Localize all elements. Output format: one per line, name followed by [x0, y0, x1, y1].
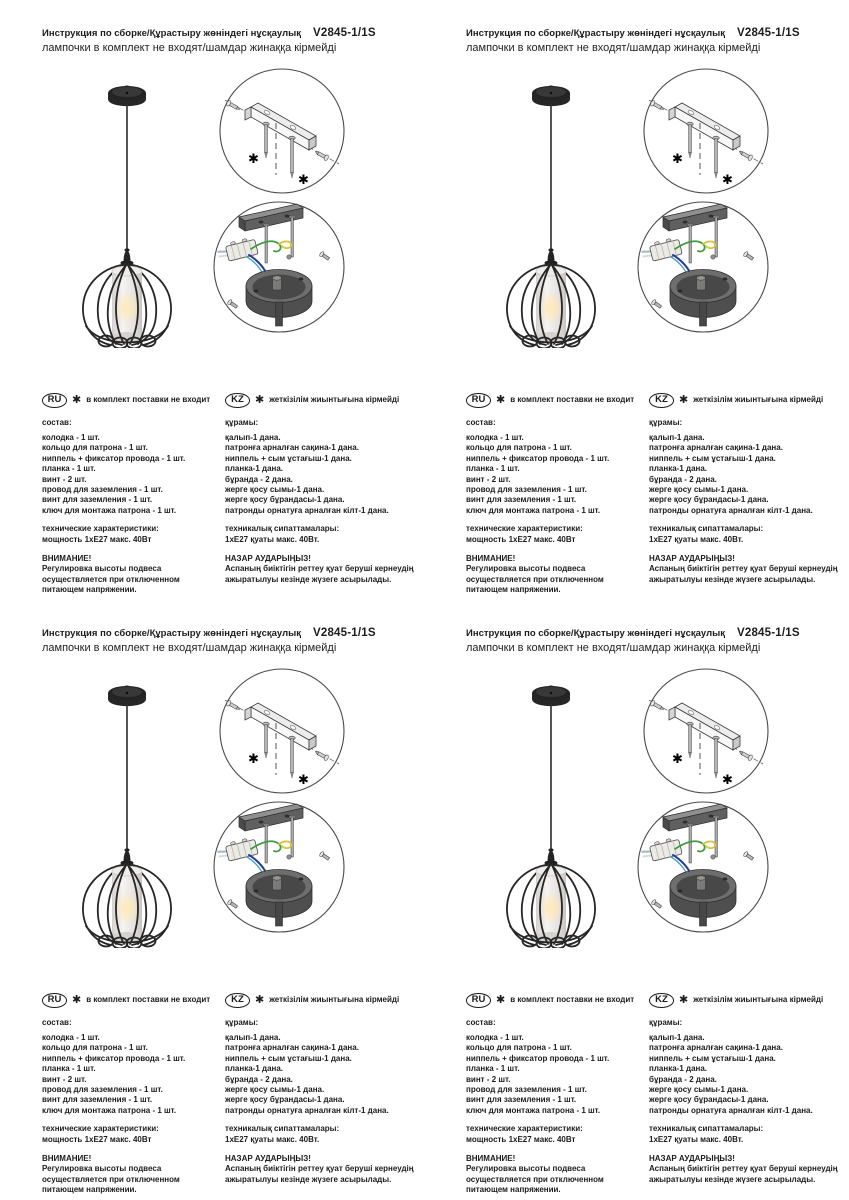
kz-composition-label: құрамы: — [649, 1017, 683, 1027]
model-number: V2845-1/1S — [737, 27, 800, 39]
kz-note: жеткізілім жиынтығына кірмейді — [693, 395, 824, 405]
kz-note-row — [649, 993, 845, 1008]
kz-warning-text: Аспаның биіктігін реттеу қуат беруші кернеудің ажыратылуы кезінде жүзеге асырылады. — [225, 1164, 414, 1184]
ru-note-row — [42, 993, 222, 1008]
kz-badge: KZ — [225, 993, 250, 1008]
ru-warning-text: Регулировка высоты подвеса осуществляется при отключенном питающем напряжении. — [466, 1164, 604, 1195]
part-item: ниппель + сым ұстағыш-1 дана. — [649, 1053, 776, 1063]
part-item: бұранда - 2 дана. — [225, 474, 293, 484]
part-item: патронға арналған сақина-1 дана. — [649, 1043, 783, 1053]
asterisk-icon: ✱ — [496, 394, 506, 407]
ru-section — [466, 993, 646, 1196]
kz-specs-label: техникалық сипаттамалары: — [649, 1124, 764, 1134]
ru-specs-label: технические характеристики: — [466, 1124, 583, 1134]
part-item: ключ для монтажа патрона - 1 шт. — [42, 1105, 177, 1115]
part-item: бұранда - 2 дана. — [649, 1074, 717, 1084]
part-item: патронға арналған сақина-1 дана. — [649, 443, 783, 453]
ru-specs — [466, 1124, 646, 1145]
kz-specs-label: техникалық сипаттамалары: — [225, 1124, 340, 1134]
header-line1 — [466, 27, 841, 39]
part-item: жерге қосу бұрандасы-1 дана. — [225, 1095, 345, 1105]
model-number: V2845-1/1S — [313, 627, 376, 639]
part-item: планка - 1 шт. — [42, 464, 96, 474]
part-item: қалып-1 дана. — [649, 432, 705, 442]
kz-parts-list — [225, 433, 421, 516]
instruction-panel — [424, 0, 849, 600]
ru-warning-title: ВНИМАНИЕ! — [466, 553, 516, 563]
pendant-lamp-drawing — [62, 680, 192, 948]
part-item: винт - 2 шт. — [42, 1074, 87, 1084]
part-item: провод для заземления - 1 шт. — [466, 484, 587, 494]
kz-warning-title: НАЗАР АУДАРЫҢЫЗ! — [225, 553, 311, 563]
part-item: қалып-1 дана. — [225, 1032, 281, 1042]
ru-specs — [466, 524, 646, 545]
canopy-wiring-diagram — [633, 799, 773, 936]
part-item: колодка - 1 шт. — [42, 432, 100, 442]
kz-warning-title: НАЗАР АУДАРЫҢЫЗ! — [649, 1153, 735, 1163]
ru-specs-value: мощность 1хЕ27 макс. 40Вт — [42, 534, 152, 544]
ru-warning-text: Регулировка высоты подвеса осуществляется при отключенном питающем напряжении. — [466, 564, 604, 595]
ru-specs-label: технические характеристики: — [42, 1124, 159, 1134]
bulb-glow — [539, 291, 563, 325]
header-line1 — [42, 627, 417, 639]
kz-badge: KZ — [225, 393, 250, 408]
asterisk-icon: ✱ — [496, 994, 506, 1007]
kz-specs-label: техникалық сипаттамалары: — [649, 524, 764, 534]
part-item: ключ для монтажа патрона - 1 шт. — [466, 505, 601, 515]
kz-warning — [225, 1154, 421, 1185]
ceiling-canopy — [108, 686, 146, 707]
ru-section — [42, 993, 222, 1196]
kz-section — [649, 393, 845, 585]
kz-composition-label: құрамы: — [225, 417, 259, 427]
ceiling-canopy — [532, 686, 570, 707]
kz-warning-text: Аспаның биіктігін реттеу қуат беруші кернеудің ажыратылуы кезінде жүзеге асырылады. — [649, 564, 838, 584]
kz-warning-title: НАЗАР АУДАРЫҢЫЗ! — [649, 553, 735, 563]
instruction-panel — [424, 600, 849, 1200]
ru-specs-value: мощность 1хЕ27 макс. 40Вт — [466, 534, 576, 544]
bracket-mounting-diagram — [217, 67, 347, 195]
kz-warning — [649, 1154, 845, 1185]
part-item: патронды орнатуға арналған кілт-1 дана. — [649, 505, 813, 515]
bracket-mounting-diagram — [641, 67, 771, 195]
part-item: патронды орнатуға арналған кілт-1 дана. — [225, 1105, 389, 1115]
kz-specs-label: техникалық сипаттамалары: — [225, 524, 340, 534]
header-line1 — [466, 627, 841, 639]
part-item: винт для заземления - 1 шт. — [42, 495, 153, 505]
part-item: ниппель + фиксатор провода - 1 шт. — [466, 453, 610, 463]
part-item: планка-1 дана. — [225, 1064, 284, 1074]
ru-composition-label: состав: — [42, 417, 72, 427]
part-item: жерге қосу сымы-1 дана. — [649, 484, 749, 494]
kz-note: жеткізілім жиынтығына кірмейді — [269, 395, 400, 405]
part-item: кольцо для патрона - 1 шт. — [466, 1043, 572, 1053]
pendant-lamp-drawing — [486, 80, 616, 348]
not-included-asterisk: ✱ — [672, 151, 683, 166]
kz-section — [225, 993, 421, 1185]
not-included-asterisk: ✱ — [722, 172, 733, 187]
ru-composition-label: состав: — [466, 1017, 496, 1027]
asterisk-icon: ✱ — [679, 394, 689, 407]
kz-warning — [225, 554, 421, 585]
ru-parts-list — [466, 1033, 646, 1116]
kz-note-row — [649, 393, 845, 408]
not-included-asterisk: ✱ — [248, 151, 259, 166]
part-item: планка - 1 шт. — [466, 1064, 520, 1074]
model-number: V2845-1/1S — [313, 27, 376, 39]
instruction-panel — [0, 600, 424, 1200]
part-item: ключ для монтажа патрона - 1 шт. — [42, 505, 177, 515]
ru-note-row — [466, 993, 646, 1008]
part-item: ключ для монтажа патрона - 1 шт. — [466, 1105, 601, 1115]
part-item: планка-1 дана. — [649, 1064, 708, 1074]
model-number: V2845-1/1S — [737, 627, 800, 639]
bulb-glow — [115, 891, 139, 925]
ru-composition-label: состав: — [42, 1017, 72, 1027]
canopy-wiring-diagram — [209, 799, 349, 936]
ru-badge: RU — [466, 993, 491, 1008]
part-item: қалып-1 дана. — [225, 432, 281, 442]
part-item: колодка - 1 шт. — [42, 1032, 100, 1042]
header-line1 — [42, 27, 417, 39]
ru-note: в комплект поставки не входит — [86, 395, 211, 405]
ru-warning-title: ВНИМАНИЕ! — [42, 553, 92, 563]
part-item: жерге қосу бұрандасы-1 дана. — [225, 495, 345, 505]
part-item: винт для заземления - 1 шт. — [466, 1095, 577, 1105]
instruction-panel — [0, 0, 424, 600]
ru-section — [466, 393, 646, 596]
kz-parts-list — [649, 1033, 845, 1116]
loose-nut — [287, 855, 291, 859]
part-item: жерге қосу бұрандасы-1 дана. — [649, 495, 769, 505]
cage-finial — [121, 848, 134, 865]
ru-note: в комплект поставки не входит — [510, 995, 635, 1005]
kz-specs — [225, 1124, 421, 1145]
cage-finial — [121, 248, 134, 265]
header-subtitle: лампочки в комплект не входят/шамдар жинаққа кірмейді — [42, 642, 337, 654]
ceiling-canopy — [532, 86, 570, 107]
cage-finial — [545, 248, 558, 265]
kz-specs — [649, 1124, 845, 1145]
kz-note-row — [225, 993, 421, 1008]
ru-badge: RU — [466, 393, 491, 408]
panel-header — [42, 27, 417, 54]
header-title: Инструкция по сборке/Құрастыру жөніндегі нұсқаулық — [42, 28, 301, 39]
part-item: ниппель + сым ұстағыш-1 дана. — [225, 1053, 352, 1063]
part-item: винт для заземления - 1 шт. — [466, 495, 577, 505]
canopy-stem — [276, 902, 283, 926]
ceiling-canopy — [108, 86, 146, 107]
part-item: провод для заземления - 1 шт. — [42, 1084, 163, 1094]
header-subtitle: лампочки в комплект не входят/шамдар жинаққа кірмейді — [466, 42, 761, 54]
asterisk-icon: ✱ — [72, 994, 82, 1007]
part-item: жерге қосу сымы-1 дана. — [649, 1084, 749, 1094]
part-item: провод для заземления - 1 шт. — [42, 484, 163, 494]
part-item: винт - 2 шт. — [466, 474, 511, 484]
ru-warning — [466, 554, 646, 596]
part-item: ниппель + сым ұстағыш-1 дана. — [225, 453, 352, 463]
part-item: ниппель + фиксатор провода - 1 шт. — [466, 1053, 610, 1063]
canopy-stem — [276, 302, 283, 326]
kz-specs-value: 1хЕ27 қуаты макс. 40Вт. — [649, 1134, 744, 1144]
kz-parts-list — [649, 433, 845, 516]
part-item: жерге қосу сымы-1 дана. — [225, 1084, 325, 1094]
part-item: винт для заземления - 1 шт. — [42, 1095, 153, 1105]
bulb-glow — [115, 291, 139, 325]
kz-specs — [225, 524, 421, 545]
kz-parts-list — [225, 1033, 421, 1116]
ru-warning-title: ВНИМАНИЕ! — [466, 1153, 516, 1163]
header-title: Инструкция по сборке/Құрастыру жөніндегі нұсқаулық — [42, 628, 301, 639]
ru-specs — [42, 524, 222, 545]
bracket-mounting-diagram — [217, 667, 347, 795]
ru-warning — [42, 1154, 222, 1196]
part-item: патронға арналған сақина-1 дана. — [225, 443, 359, 453]
ru-specs — [42, 1124, 222, 1145]
ru-section — [42, 393, 222, 596]
canopy-stem — [700, 902, 707, 926]
panel-header — [466, 627, 841, 654]
ru-note-row — [42, 393, 222, 408]
ru-specs-label: технические характеристики: — [42, 524, 159, 534]
part-item: кольцо для патрона - 1 шт. — [42, 1043, 148, 1053]
pendant-lamp-drawing — [62, 80, 192, 348]
part-item: қалып-1 дана. — [649, 1032, 705, 1042]
header-subtitle: лампочки в комплект не входят/шамдар жинаққа кірмейді — [466, 642, 761, 654]
ru-specs-label: технические характеристики: — [466, 524, 583, 534]
loose-nut — [711, 855, 715, 859]
kz-specs-value: 1хЕ27 қуаты макс. 40Вт. — [225, 534, 320, 544]
part-item: кольцо для патрона - 1 шт. — [466, 443, 572, 453]
part-item: ниппель + сым ұстағыш-1 дана. — [649, 453, 776, 463]
ru-warning-text: Регулировка высоты подвеса осуществляется при отключенном питающем напряжении. — [42, 1164, 180, 1195]
kz-warning-text: Аспаның биіктігін реттеу қуат беруші кернеудің ажыратылуы кезінде жүзеге асырылады. — [225, 564, 414, 584]
ru-specs-value: мощность 1хЕ27 макс. 40Вт — [42, 1134, 152, 1144]
part-item: патронға арналған сақина-1 дана. — [225, 1043, 359, 1053]
bracket-mounting-diagram — [641, 667, 771, 795]
kz-section — [649, 993, 845, 1185]
part-item: колодка - 1 шт. — [466, 432, 524, 442]
ru-note: в комплект поставки не входит — [86, 995, 211, 1005]
canopy-wiring-diagram — [633, 199, 773, 336]
ru-badge: RU — [42, 993, 67, 1008]
not-included-asterisk: ✱ — [298, 172, 309, 187]
part-item: патронды орнатуға арналған кілт-1 дана. — [225, 505, 389, 515]
part-item: планка-1 дана. — [649, 464, 708, 474]
kz-section — [225, 393, 421, 585]
part-item: жерге қосу сымы-1 дана. — [225, 484, 325, 494]
part-item: бұранда - 2 дана. — [649, 474, 717, 484]
not-included-asterisk: ✱ — [248, 751, 259, 766]
asterisk-icon: ✱ — [679, 994, 689, 1007]
ru-composition-label: состав: — [466, 417, 496, 427]
part-item: планка - 1 шт. — [466, 464, 520, 474]
kz-badge: KZ — [649, 993, 674, 1008]
loose-nut — [711, 255, 715, 259]
kz-badge: KZ — [649, 393, 674, 408]
pendant-lamp-drawing — [486, 680, 616, 948]
panel-header — [466, 27, 841, 54]
ru-parts-list — [466, 433, 646, 516]
kz-warning-text: Аспаның биіктігін реттеу қуат беруші кернеудің ажыратылуы кезінде жүзеге асырылады. — [649, 1164, 838, 1184]
ru-specs-value: мощность 1хЕ27 макс. 40Вт — [466, 1134, 576, 1144]
ru-warning-text: Регулировка высоты подвеса осуществляется при отключенном питающем напряжении. — [42, 564, 180, 595]
canopy-wiring-diagram — [209, 199, 349, 336]
part-item: планка-1 дана. — [225, 464, 284, 474]
kz-warning — [649, 554, 845, 585]
part-item: ниппель + фиксатор провода - 1 шт. — [42, 453, 186, 463]
ru-note-row — [466, 393, 646, 408]
not-included-asterisk: ✱ — [298, 772, 309, 787]
part-item: ниппель + фиксатор провода - 1 шт. — [42, 1053, 186, 1063]
loose-nut — [287, 255, 291, 259]
ru-warning — [42, 554, 222, 596]
kz-warning-title: НАЗАР АУДАРЫҢЫЗ! — [225, 1153, 311, 1163]
canopy-stem — [700, 302, 707, 326]
ru-parts-list — [42, 433, 222, 516]
part-item: бұранда - 2 дана. — [225, 1074, 293, 1084]
part-item: планка - 1 шт. — [42, 1064, 96, 1074]
asterisk-icon: ✱ — [255, 394, 265, 407]
part-item: кольцо для патрона - 1 шт. — [42, 443, 148, 453]
kz-specs-value: 1хЕ27 қуаты макс. 40Вт. — [649, 534, 744, 544]
kz-note: жеткізілім жиынтығына кірмейді — [269, 995, 400, 1005]
not-included-asterisk: ✱ — [722, 772, 733, 787]
part-item: винт - 2 шт. — [42, 474, 87, 484]
cage-finial — [545, 848, 558, 865]
header-subtitle: лампочки в комплект не входят/шамдар жинаққа кірмейді — [42, 42, 337, 54]
ru-parts-list — [42, 1033, 222, 1116]
kz-composition-label: құрамы: — [649, 417, 683, 427]
ru-note: в комплект поставки не входит — [510, 395, 635, 405]
ru-badge: RU — [42, 393, 67, 408]
part-item: патронды орнатуға арналған кілт-1 дана. — [649, 1105, 813, 1115]
kz-specs-value: 1хЕ27 қуаты макс. 40Вт. — [225, 1134, 320, 1144]
kz-specs — [649, 524, 845, 545]
part-item: жерге қосу бұрандасы-1 дана. — [649, 1095, 769, 1105]
asterisk-icon: ✱ — [255, 994, 265, 1007]
part-item: колодка - 1 шт. — [466, 1032, 524, 1042]
ru-warning — [466, 1154, 646, 1196]
kz-composition-label: құрамы: — [225, 1017, 259, 1027]
ru-warning-title: ВНИМАНИЕ! — [42, 1153, 92, 1163]
kz-note-row — [225, 393, 421, 408]
part-item: провод для заземления - 1 шт. — [466, 1084, 587, 1094]
not-included-asterisk: ✱ — [672, 751, 683, 766]
kz-note: жеткізілім жиынтығына кірмейді — [693, 995, 824, 1005]
panel-header — [42, 627, 417, 654]
bulb-glow — [539, 891, 563, 925]
header-title: Инструкция по сборке/Құрастыру жөніндегі нұсқаулық — [466, 28, 725, 39]
asterisk-icon: ✱ — [72, 394, 82, 407]
header-title: Инструкция по сборке/Құрастыру жөніндегі нұсқаулық — [466, 628, 725, 639]
part-item: винт - 2 шт. — [466, 1074, 511, 1084]
